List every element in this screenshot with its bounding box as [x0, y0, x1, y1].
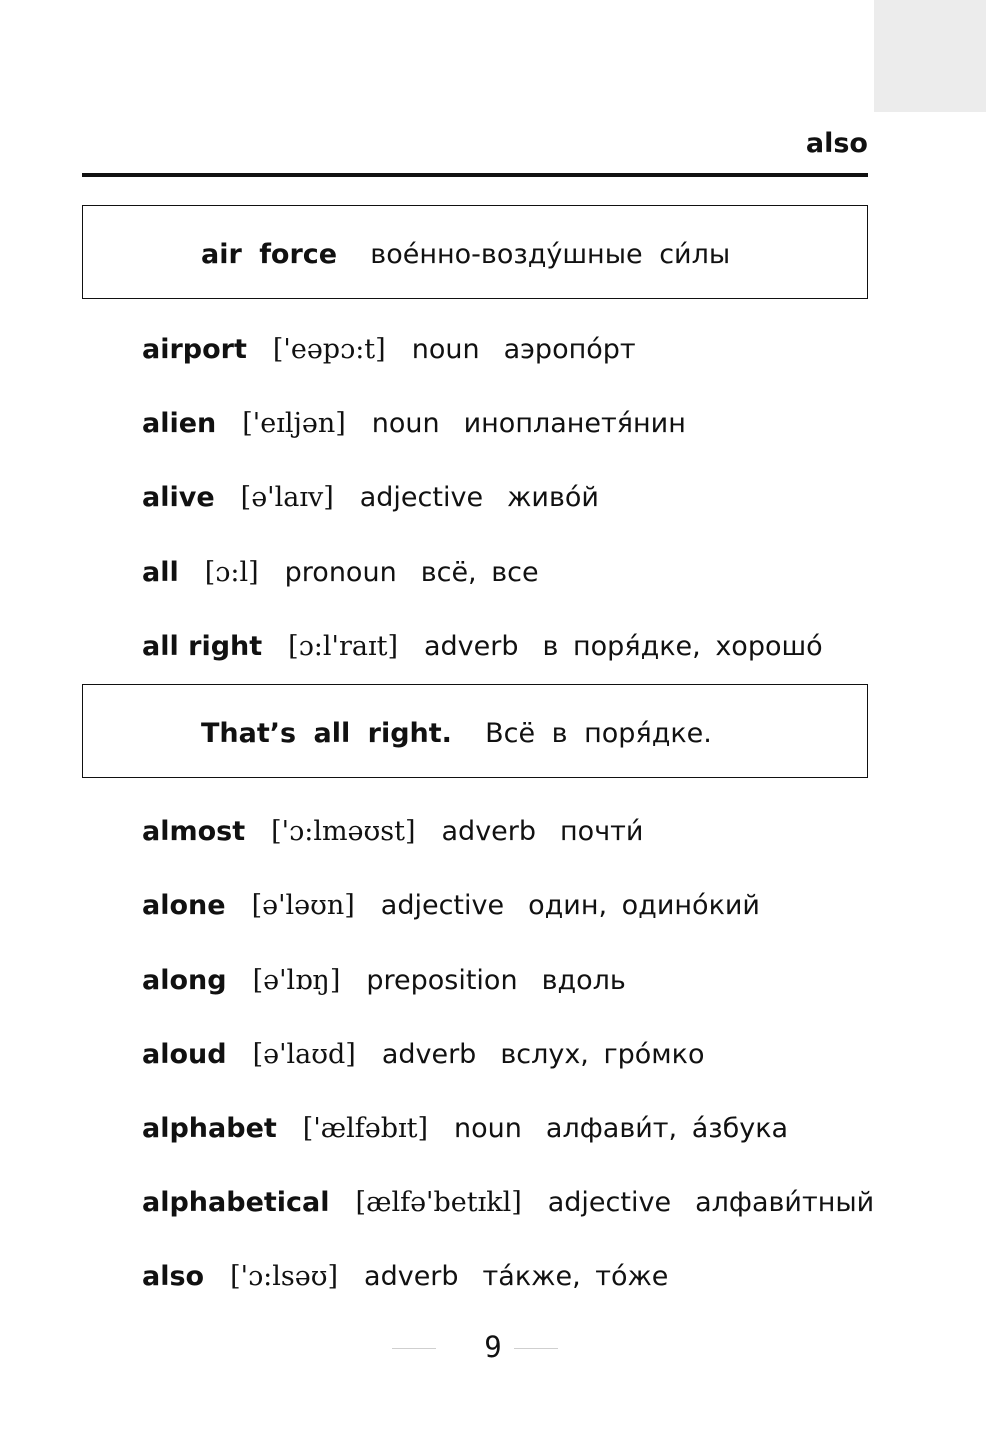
entry-translation: всё, все	[420, 557, 539, 588]
entry-translation: один, одино́кий	[528, 890, 760, 921]
entry-translation: вдоль	[541, 965, 626, 996]
entry-along	[142, 965, 626, 996]
entry-word: alphabet	[142, 1113, 277, 1144]
entry-all	[142, 557, 539, 588]
entry-pos: adjective	[359, 482, 484, 513]
entry-phonetic: ['ɔ:lməʊst]	[271, 816, 416, 847]
entry-word: almost	[142, 816, 246, 847]
entry-phonetic: [ə'laʊd]	[252, 1039, 356, 1070]
entry-phonetic: [ə'ləʊn]	[251, 890, 355, 921]
entry-word: also	[142, 1261, 205, 1292]
header-rule	[82, 173, 868, 177]
entry-word: alone	[142, 890, 226, 921]
entry-translation: в поря́дке, хорошо́	[542, 631, 823, 662]
entry-phonetic: [ə'laɪv]	[240, 482, 334, 513]
entry-translation: вслух, гро́мко	[500, 1039, 705, 1070]
entry-pos: preposition	[366, 965, 518, 996]
entry-word: all	[142, 557, 179, 588]
entry-phonetic: [ɔ:l]	[204, 557, 259, 588]
example-box-all-right	[82, 684, 868, 778]
entry-word: alive	[142, 482, 215, 513]
entry-translation: алфави́т, а́збука	[545, 1113, 789, 1144]
example-english: That’s all right.	[201, 718, 452, 749]
entry-pos: adverb	[424, 631, 519, 662]
entry-pos: adverb	[441, 816, 537, 847]
example-box-content	[201, 239, 730, 270]
entry-word: alien	[142, 408, 217, 439]
entry-pos: adverb	[381, 1039, 477, 1070]
entry-phonetic: ['eəpɔ:t]	[272, 334, 386, 365]
entry-translation: алфави́тный	[695, 1187, 875, 1218]
entry-pos: adjective	[380, 890, 505, 921]
entry-phonetic: [ɔ:l'raɪt]	[288, 631, 398, 662]
entry-pos: noun	[411, 334, 480, 365]
entry-translation: инопланетя́нин	[463, 408, 686, 439]
page-number: 9	[484, 1330, 502, 1364]
entry-alphabet	[142, 1113, 788, 1144]
entry-pos: pronoun	[284, 557, 397, 588]
entry-translation: та́кже, то́же	[482, 1261, 669, 1292]
example-english: air force	[201, 239, 338, 270]
entry-pos: noun	[371, 408, 440, 439]
entry-translation: почти́	[560, 816, 644, 847]
entry-translation: аэропо́рт	[503, 334, 636, 365]
entry-airport	[142, 334, 636, 365]
entry-almost	[142, 816, 643, 847]
entry-alien	[142, 408, 686, 439]
entry-pos: noun	[454, 1113, 522, 1144]
page-number-line-right	[514, 1348, 558, 1349]
entry-word: alphabetical	[142, 1187, 330, 1218]
entry-alone	[142, 890, 760, 921]
entry-phonetic: [ælfə'betɪkl]	[355, 1187, 522, 1218]
entry-pos: adjective	[547, 1187, 672, 1218]
entry-also	[142, 1261, 668, 1292]
entry-aloud	[142, 1039, 705, 1070]
example-box-content	[201, 718, 712, 749]
entry-phonetic: [ə'lɒŋ]	[252, 965, 341, 996]
entry-word: airport	[142, 334, 247, 365]
entry-alive	[142, 482, 599, 513]
entry-word: aloud	[142, 1039, 227, 1070]
example-box-air-force	[82, 205, 868, 299]
corner-tab	[874, 0, 986, 112]
example-russian: Всё в поря́дке.	[485, 718, 712, 749]
example-russian: вое́нно-возду́шные си́лы	[370, 239, 731, 270]
entry-word: along	[142, 965, 227, 996]
entry-pos: adverb	[364, 1261, 459, 1292]
entry-phonetic: ['ælfəbɪt]	[302, 1113, 429, 1144]
running-head: also	[805, 128, 868, 159]
entry-phonetic: ['ɔ:lsəʊ]	[230, 1261, 339, 1292]
entry-phonetic: ['eɪljən]	[242, 408, 346, 439]
entry-alphabetical	[142, 1187, 874, 1218]
entry-translation: живо́й	[507, 482, 599, 513]
entry-all-right	[142, 631, 823, 662]
entry-word: all right	[142, 631, 263, 662]
